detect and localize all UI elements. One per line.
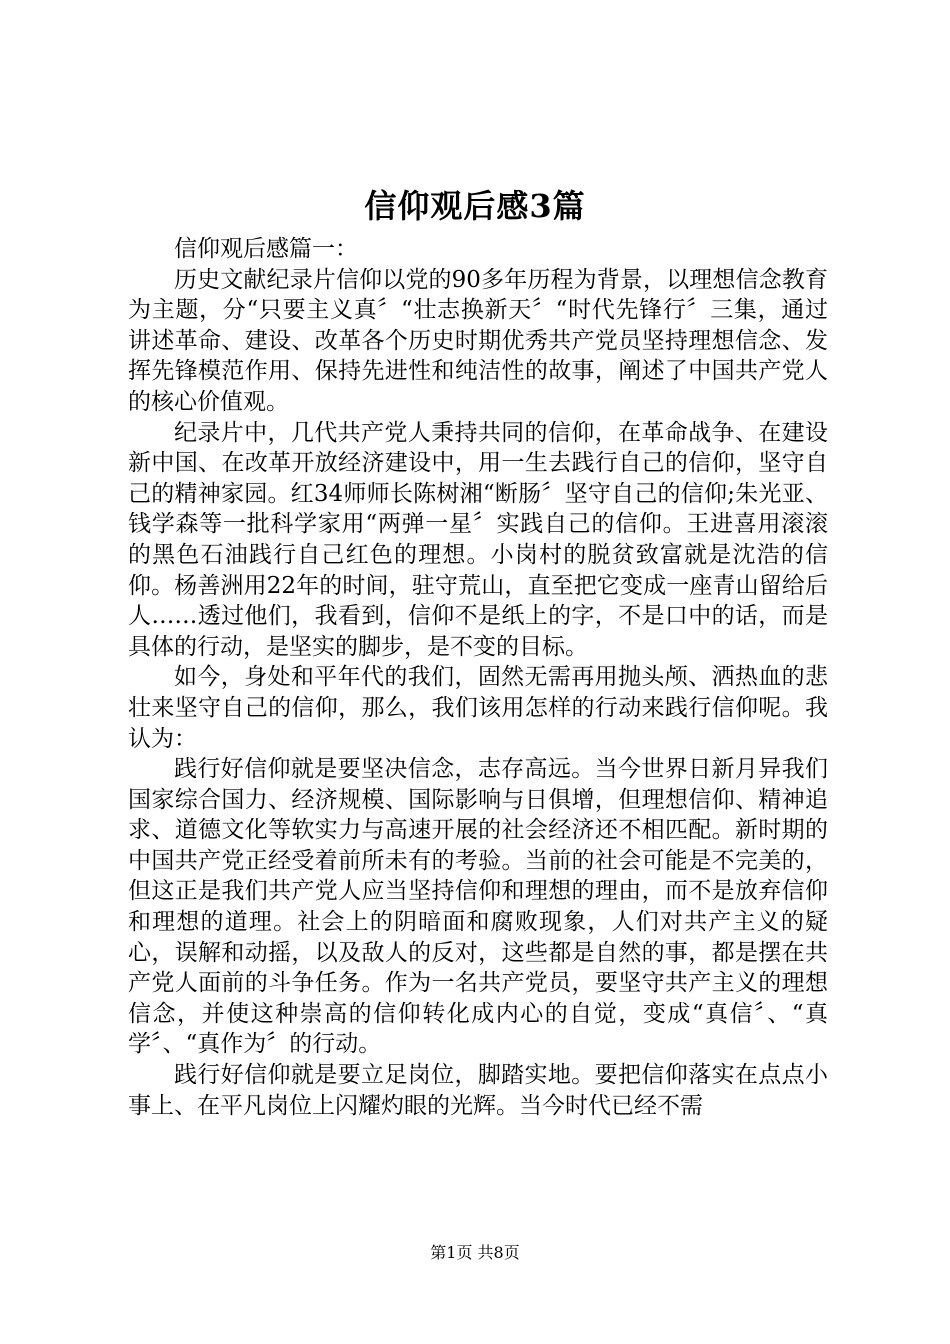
body-paragraph: 践行好信仰就是要坚决信念，志存高远。当今世界日新月异我们国家综合国力、经济规模、国际影响与日俱增，但理想信仰、精神追求、道德文化等软实力与高速开展的社会经济还不相匹配。新时期的中国共产党正经受着前所未有的考验。当前的社会可能是不完美的，但这正是我们共产党人应当坚持信仰和理想的理由，而不是放弃信仰和理想的道理。社会上的阴暗面和腐败现象，人们对共产主义的疑心，误解和动摇，以及敌人的反对，这些都是自然的事，都是摆在共产党人面前的斗争任务。作为一名共产党员，要坚守共产主义的理想信念，并使这种崇高的信仰转化成内心的自觉，变成“真信〞、“真学〞、“真作为〞的行动。 [128,756,828,1058]
body-paragraph: 践行好信仰就是要立足岗位，脚踏实地。要把信仰落实在点点小事上、在平凡岗位上闪耀灼眼的光辉。当今时代已经不需 [128,1062,828,1119]
body-paragraph: 如今，身处和平年代的我们，固然无需再用抛头颅、洒热血的悲壮来坚守自己的信仰，那么，我们该用怎样的行动来践行信仰呢。我认为： [128,664,828,752]
document-body [128,234,828,1121]
page-number-footer: 第1页 共8页 [430,1243,520,1262]
body-paragraph: 纪录片中，几代共产党人秉持共同的信仰，在革命战争、在建设新中国、在改革开放经济建设中，用一生去践行自己的信仰，坚守自己的精神家园。红34师师长陈树湘“断肠〞坚守自己的信仰;朱光亚、钱学森等一批科学家用“两弹一星〞实践自己的信仰。王进喜用滚滚的黑色石油践行自己红色的理想。小岗村的脱贫致富就是沈浩的信仰。杨善洲用22年的时间，驻守荒山，直至把它变成一座青山留给后人……透过他们，我看到，信仰不是纸上的字，不是口中的话，而是具体的行动，是坚实的脚步，是不变的目标。 [128,419,828,660]
document-title: 信仰观后感3篇 [364,187,586,225]
body-paragraph: 历史文献纪录片信仰以党的90多年历程为背景，以理想信念教育为主题，分“只要主义真〞“壮志换新天〞“时代先锋行〞三集，通过讲述革命、建设、改革各个历史时期优秀共产党员坚持理想信念、发挥先锋模范作用、保持先进性和纯洁性的故事，阐述了中国共产党人的核心价值观。 [128,266,828,415]
section-heading: 信仰观后感篇一： [174,236,358,262]
